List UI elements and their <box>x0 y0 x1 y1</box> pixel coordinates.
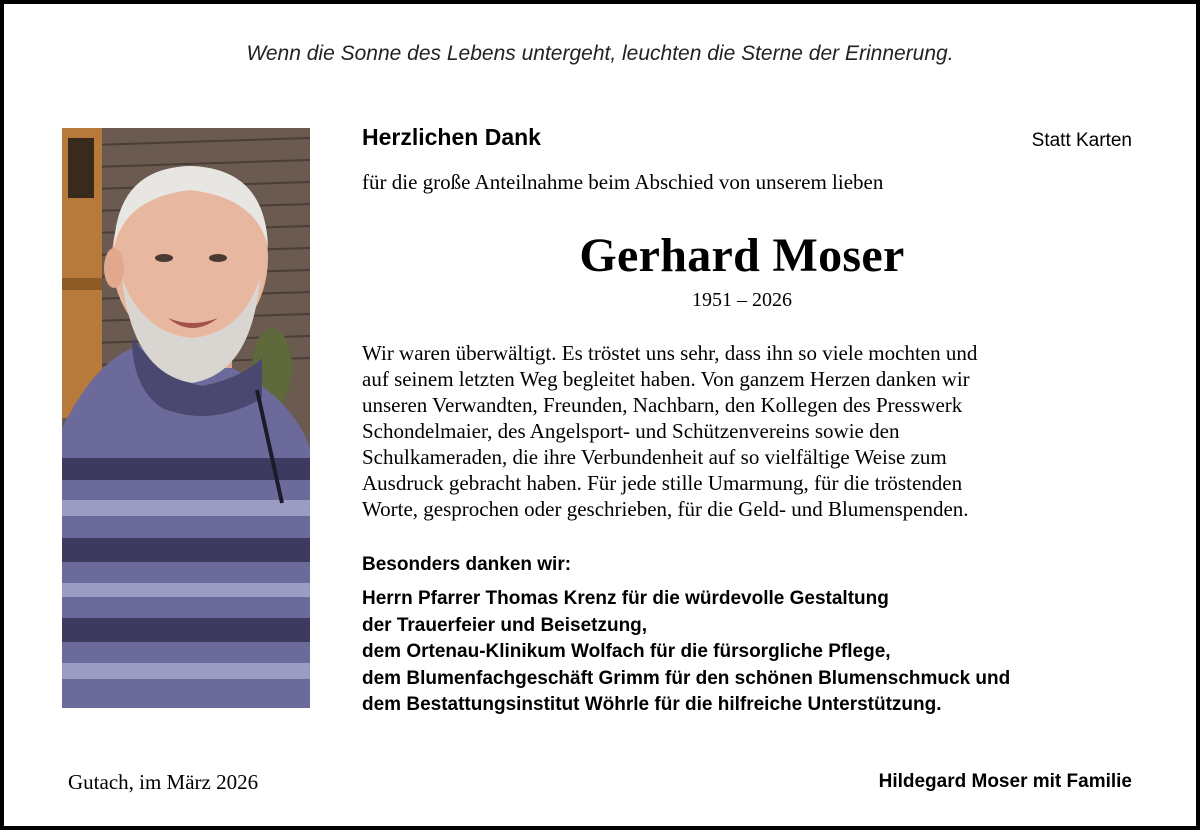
heading: Herzlichen Dank <box>362 124 541 150</box>
body-line: Schondelmaier, des Angelsport- und Schützenvereins sowie den <box>362 419 900 443</box>
deceased-name: Gerhard Moser <box>579 229 905 282</box>
deceased-years: 1951 – 2026 <box>692 289 792 311</box>
special-thanks-line: der Trauerfeier und Beisetzung, <box>362 614 648 636</box>
special-thanks-line: dem Ortenau-Klinikum Wolfach für die fürsorgliche Pflege, <box>362 641 891 662</box>
intro-text: für die große Anteilnahme beim Abschied von unserem lieben <box>362 170 884 194</box>
special-thanks-line: dem Bestattungsinstitut Wöhrle für die hilfreiche Unterstützung. <box>362 694 942 715</box>
special-thanks-list <box>362 586 1142 719</box>
portrait-photo <box>62 128 310 708</box>
statt-karten-label: Statt Karten <box>1031 130 1132 151</box>
place-date: Gutach, im März 2026 <box>68 770 259 794</box>
signature: Hildegard Moser mit Familie <box>878 771 1132 792</box>
body-line: Worte, gesprochen oder geschrieben, für die Geld- und Blumenspenden. <box>362 497 969 521</box>
body-line: Schulkameraden, die ihre Verbundenheit auf so vielfältige Weise zum <box>362 445 947 469</box>
special-thanks-line: dem Blumenfachgeschäft Grimm für den schönen Blumenschmuck und <box>362 667 1011 689</box>
body-line: Ausdruck gebracht haben. Für jede stille Umarmung, für die tröstenden <box>362 471 963 495</box>
body-line: auf seinem letzten Weg begleitet haben. Von ganzem Herzen danken wir <box>362 367 970 391</box>
body-line: unseren Verwandten, Freunden, Nachbarn, den Kollegen des Presswerk <box>362 393 963 417</box>
body-line: Wir waren überwältigt. Es tröstet uns sehr, dass ihn so viele mochten und <box>362 341 978 365</box>
special-thanks-heading: Besonders danken wir: <box>362 554 572 575</box>
motto: Wenn die Sonne des Lebens untergeht, leuchten die Sterne der Erinnerung. <box>246 42 954 65</box>
thank-you-body <box>362 340 1122 522</box>
special-thanks-line: Herrn Pfarrer Thomas Krenz für die würdevolle Gestaltung <box>362 588 889 609</box>
